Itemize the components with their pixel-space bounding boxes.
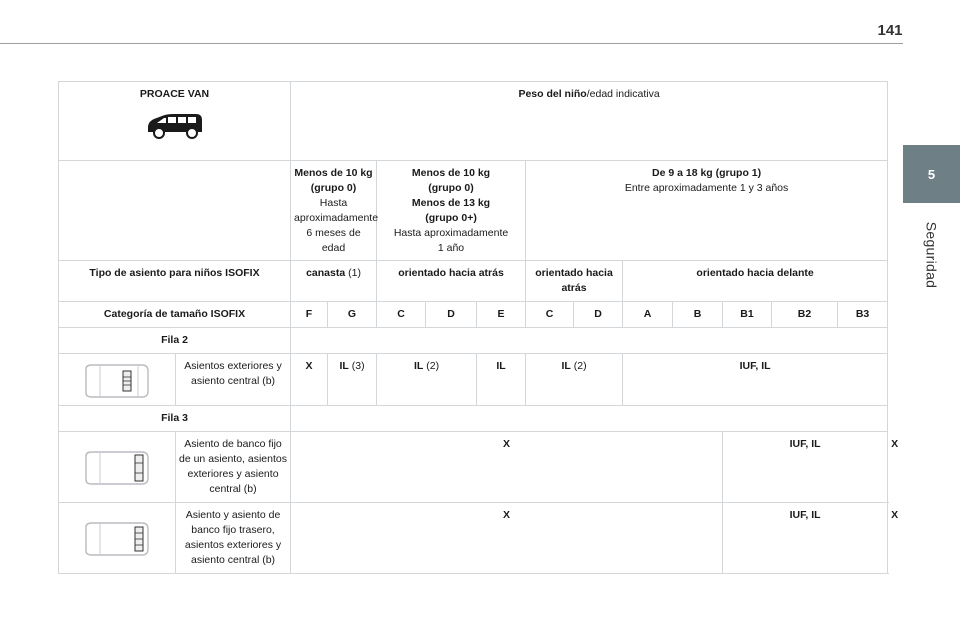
car-top-view-icon bbox=[82, 521, 152, 557]
row2-heading bbox=[59, 328, 888, 354]
size-cell: D bbox=[426, 302, 477, 328]
row3-data-1: Asiento de banco fijo de un asiento, asientos exteriores y asiento central (b) X IUF, IL X bbox=[59, 431, 888, 502]
size-label: Categoría de tamaño ISOFIX bbox=[59, 302, 291, 328]
header-rule bbox=[0, 43, 903, 44]
row2-f: X bbox=[291, 354, 328, 406]
row2-seat-desc: Asientos exteriores y asiento central (b) bbox=[176, 354, 291, 406]
seat-type-canasta: canasta (1) bbox=[291, 261, 377, 302]
group-row bbox=[59, 161, 888, 261]
row2-cd2: IL (2) bbox=[526, 354, 623, 406]
chapter-title bbox=[903, 210, 960, 300]
row3-rear-1: X bbox=[291, 431, 723, 502]
row3-seat-diagram-2 bbox=[59, 502, 176, 573]
header-row bbox=[59, 82, 888, 161]
row3-spacer bbox=[291, 406, 888, 432]
size-cell: B bbox=[673, 302, 723, 328]
size-cell: G bbox=[328, 302, 377, 328]
van-icon bbox=[144, 112, 206, 140]
seat-type-rear-2: orientado hacia atrás bbox=[526, 261, 623, 302]
size-cell: B2 bbox=[772, 302, 838, 328]
size-row bbox=[59, 302, 888, 328]
row2-e: IL bbox=[477, 354, 526, 406]
row2-spacer bbox=[291, 328, 888, 354]
seat-type-rear-1: orientado hacia atrás bbox=[377, 261, 526, 302]
row3-seat-diagram-1 bbox=[59, 431, 176, 502]
weight-heading-rest: /edad indicativa bbox=[586, 88, 660, 100]
size-cell: B1 bbox=[723, 302, 772, 328]
size-cell: C bbox=[526, 302, 574, 328]
car-top-view-icon bbox=[82, 363, 152, 399]
size-cell: C bbox=[377, 302, 426, 328]
size-cell: A bbox=[623, 302, 673, 328]
isofix-table bbox=[58, 81, 899, 574]
row2-cd: IL (2) bbox=[377, 354, 477, 406]
row2-forward: IUF, IL bbox=[623, 354, 888, 406]
chapter-tab[interactable] bbox=[903, 145, 960, 203]
row2-label: Fila 2 bbox=[59, 328, 291, 354]
seat-type-forward: orientado hacia delante bbox=[623, 261, 888, 302]
vehicle-cell bbox=[59, 82, 291, 161]
size-cell: E bbox=[477, 302, 526, 328]
row3-seat-desc-1: Asiento de banco fijo de un asiento, asientos exteriores y asiento central (b) bbox=[176, 431, 291, 502]
row2-g: IL (3) bbox=[328, 354, 377, 406]
row3-rear-2: X bbox=[291, 502, 723, 573]
weight-heading bbox=[291, 82, 888, 161]
row2-data bbox=[59, 354, 888, 406]
group-empty bbox=[59, 161, 291, 261]
car-top-view-icon bbox=[82, 450, 152, 486]
row3-heading bbox=[59, 406, 888, 432]
page-number: 141 bbox=[877, 22, 903, 39]
vehicle-name: PROACE VAN bbox=[139, 88, 210, 100]
row3-forward-2: IUF, IL bbox=[723, 502, 888, 573]
size-cell: B3 bbox=[838, 302, 888, 328]
chapter-number: 5 bbox=[927, 166, 936, 182]
row3-label: Fila 3 bbox=[59, 406, 291, 432]
group-0: Menos de 10 kg (grupo 0) Hasta aproximadamente 6 meses de edad bbox=[291, 161, 377, 261]
weight-heading-bold: Peso del niño bbox=[518, 88, 587, 100]
size-cell: D bbox=[574, 302, 623, 328]
chapter-title-text: Seguridad bbox=[923, 221, 940, 289]
group-1: De 9 a 18 kg (grupo 1) Entre aproximadamente 1 y 3 años bbox=[526, 161, 888, 261]
size-cell: F bbox=[291, 302, 328, 328]
row2-seat-diagram bbox=[59, 354, 176, 406]
row3-forward-1: IUF, IL bbox=[723, 431, 888, 502]
seat-type-label: Tipo de asiento para niños ISOFIX bbox=[59, 261, 291, 302]
row3-seat-desc-2: Asiento y asiento de banco fijo trasero, asientos exteriores y asiento central (b) bbox=[176, 502, 291, 573]
group-0plus: Menos de 10 kg (grupo 0) Menos de 13 kg (grupo 0+) Hasta aproximadamente 1 año bbox=[377, 161, 526, 261]
seat-type-row bbox=[59, 261, 888, 302]
row3-data-2: Asiento y asiento de banco fijo trasero, asientos exteriores y asiento central (b) X IUF, IL X bbox=[59, 502, 888, 573]
